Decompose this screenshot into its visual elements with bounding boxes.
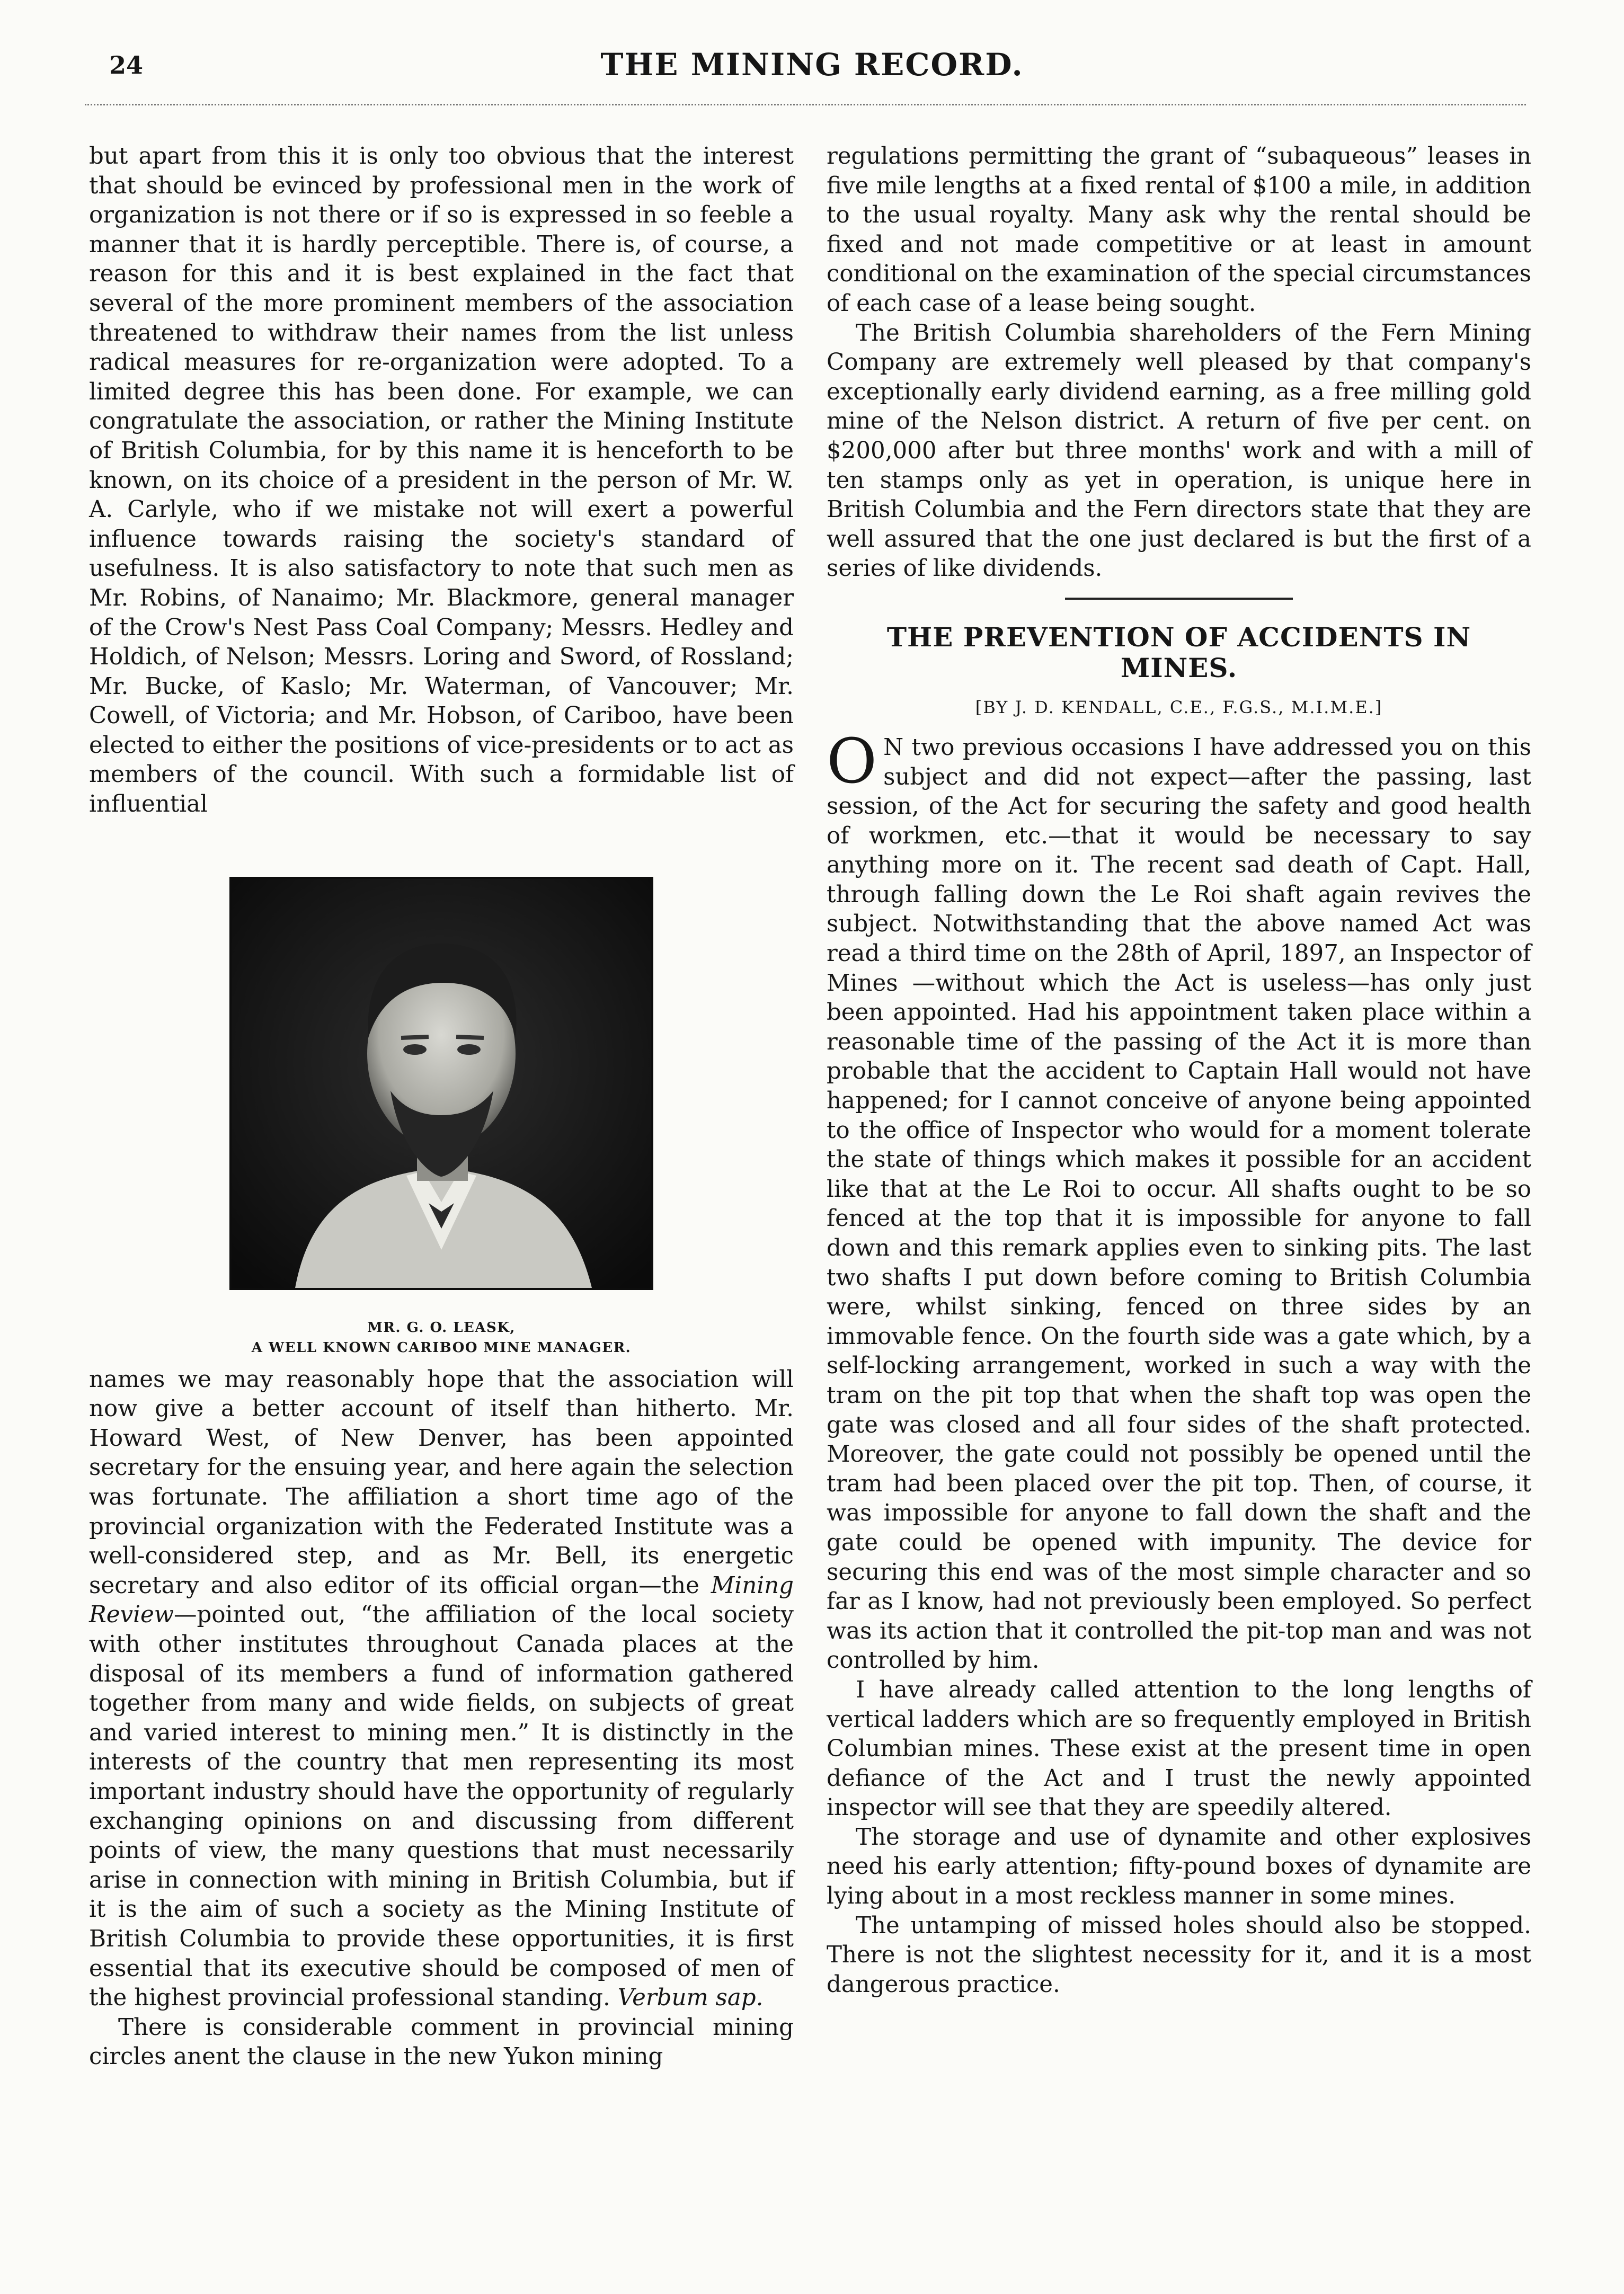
left-paragraph-2 xyxy=(89,1365,794,2013)
right-paragraph-3-text: N two previous occasions I have addressed you on this subject and did not expect—after the passing, last session, of the Act for securing the safety and good health of workmen, etc.—that it would be necessary to say anything more on it. The recent sad death of Capt. Hall, through falling down the Le Roi shaft again revives the subject. Notwithstanding that the above named Act was read a third time on the 28th of April, 1897, an Inspector of Mines —without which the Act is useless—has only just been appointed. Had his appointment taken place within a reasonable time of the passing of the Act it is more than probable that the accident to Captain Hall would not have happened; for I cannot conceive of anyone being appointed to the office of Inspector who would for a moment tolerate the state of things which makes it possible for an accident like that at the Le Roi to occur. All shafts ought to be so fenced at the top that it is impossible for anyone to fall down and this remark applies even to sinking pits. The last two shafts I put down before coming to British Columbia were, whilst sinking, fenced on three sides by an immovable fence. On the fourth side was a gate which, by a self-locking arrangement, worked in such a way with the tram on the pit top that when the shaft top was open the gate was closed and all four sides of the shaft protected. Moreover, the gate could not possibly be opened until the tram had been placed over the pit top. Then, of course, it was impossible for anyone to fall down the shaft and the gate could be opened with impunity. The device for securing this end was of the most simple character and so far as I know, had not previously been employed. So perfect was its action that it controlled the pit-top man and was not controlled by him. xyxy=(827,734,1531,1674)
right-paragraph-6: The untamping of missed holes should also be stopped. There is not the slightest necessity for it, and it is a most dangerous practice. xyxy=(827,1912,1531,1998)
caption-name: MR. G. O. LEASK, xyxy=(367,1319,516,1336)
right-paragraph-2: The British Columbia shareholders of the Fern Mining Company are extremely well pleased by that company's exceptionally early dividend earning, as a free milling gold mine of the Nelson district. A return of five per cent. on $200,000 after but three months' work and with a mill of ten stamps only as yet in operation, is unique here in British Columbia and the Fern directors state that they are well assured that the one just declared is but the first of a series of like dividends. xyxy=(827,319,1531,582)
caption-description: A WELL KNOWN CARIBOO MINE MANAGER. xyxy=(251,1339,632,1356)
portrait-figure xyxy=(229,877,653,1358)
left-paragraph-2-part-a: names we may reasonably hope that the association will now give a better account of itself than hitherto. Mr. Howard West, of New Denver, has been appointed secretary for the ensuing year, and here again the selection was fortunate. The affiliation a short time ago of the provincial organization with the Federated Institute was a well-considered step, and as Mr. Bell, its energetic secretary and also editor of its official organ—the xyxy=(89,1366,794,1599)
photo-caption xyxy=(229,1318,653,1358)
header-rule xyxy=(85,104,1526,105)
right-paragraph-5: The storage and use of dynamite and other explosives need his early attention; fifty-pound boxes of dynamite are lying about in a most reckless manner in some mines. xyxy=(827,1824,1531,1910)
right-paragraph-3 xyxy=(827,725,1531,1676)
left-paragraph-3: There is considerable comment in provincial mining circles anent the clause in the new Yukon mining xyxy=(89,2014,794,2070)
verbum-sap: Verbum sap. xyxy=(617,1985,764,2012)
right-paragraph-4: I have already called attention to the long lengths of vertical ladders which are so frequently employed in British Columbian mines. These exist at the present time in open defiance of the Act and I trust the newly appointed inspector will see that they are speedily altered. xyxy=(827,1676,1531,1821)
left-paragraph-1: but apart from this it is only too obvious that the interest that should be evinced by professional men in the work of organization is not there or if so is expressed in so feeble a manner that it is hardly perceptible. There is, of course, a reason for this and it is best explained in the fact that several of the more prominent members of the association threatened to withdraw their names from the list unless radical measures for re-organization were adopted. To a limited degree this has been done. For example, we can congratulate the association, or rather the Mining Institute of British Columbia, for by this name it is henceforth to be known, on its choice of a president in the person of Mr. W. A. Carlyle, who if we mistake not will exert a powerful influence towards raising the society's standard of usefulness. It is also satisfactory to note that such men as Mr. Robins, of Nanaimo; Mr. Blackmore, general manager of the Crow's Nest Pass Coal Company; Messrs. Hedley and Holdich, of Nelson; Messrs. Loring and Sword, of Rossland; Mr. Bucke, of Kaslo; Mr. Waterman, of Vancouver; Mr. Cowell, of Victoria; and Mr. Hobson, of Cariboo, have been elected to either the positions of vice-presidents or to act as members of the council. With such a formidable list of influential xyxy=(89,143,794,818)
section-divider xyxy=(1065,598,1293,600)
portrait-photo xyxy=(229,877,653,1290)
running-title: THE MINING RECORD. xyxy=(600,47,1024,83)
left-column xyxy=(89,142,794,2072)
page-number: 24 xyxy=(109,51,144,79)
drop-cap: O xyxy=(827,725,877,797)
mining-review-title: Mining Review xyxy=(89,1572,794,1629)
portrait-image xyxy=(232,879,651,1288)
article-title: THE PREVENTION OF ACCIDENTS IN MINES. xyxy=(886,621,1471,683)
right-column xyxy=(827,142,1531,1999)
article-byline: [BY J. D. KENDALL, C.E., F.G.S., M.I.M.E.] xyxy=(975,697,1383,717)
left-paragraph-2-part-b: —pointed out, “the affiliation of the local society with other institutes throughout Canada places at the disposal of its members a fund of information gathered together from many and wide fields, on subjects of great and varied interest to mining men.” It is distinctly in the interests of the country that men representing its most important industry should have the opportunity of regularly exchanging opinions on and discussing from different points of view, the many questions that must necessarily arise in connection with mining in British Columbia, but if it is the aim of such a society as the Mining Institute of British Columbia to provide these opportunities, it is first essential that its executive should be composed of men of the highest provincial professional standing. xyxy=(89,1602,794,2012)
right-paragraph-1: regulations permitting the grant of “subaqueous” leases in five mile lengths at a fixed rental of $100 a mile, in addition to the usual royalty. Many ask why the rental should be fixed and not made competitive or at least in amount conditional on the examination of the special circumstances of each case of a lease being sought. xyxy=(827,143,1531,317)
